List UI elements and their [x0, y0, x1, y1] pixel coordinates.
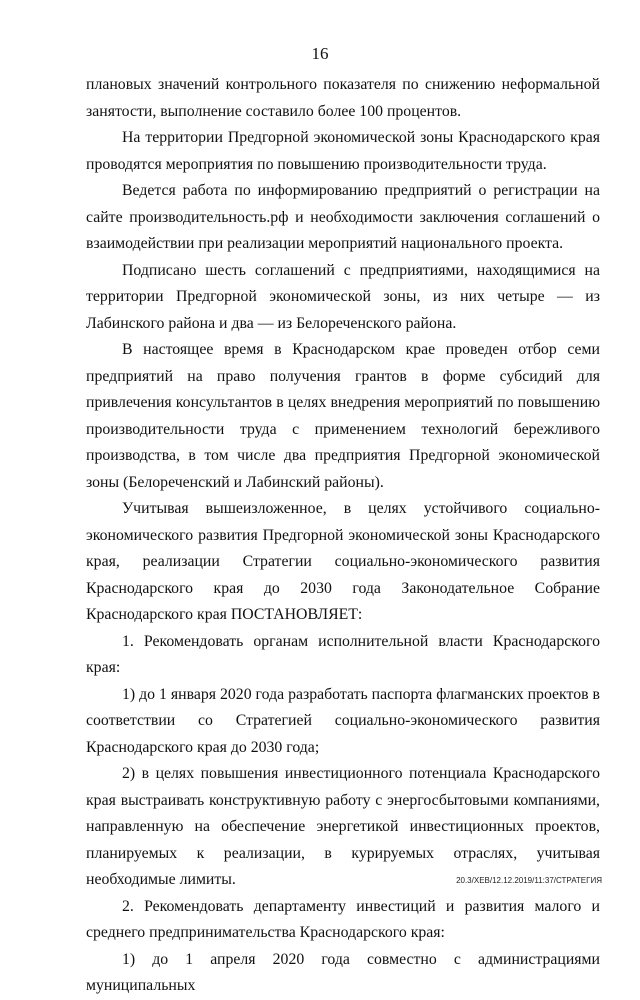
paragraph-10: 2. Рекомендовать департаменту инвестиций и развития малого и среднего предпринимательства Краснодарского края:	[86, 897, 600, 941]
paragraph-7: 1. Рекомендовать органам исполнительной власти Краснодарского края:	[86, 632, 600, 676]
paragraph-6: Учитывая вышеизложенное, в целях устойчивого социально-экономического развития Предгорной экономической зоны Краснодарского края, реализации Стратегии социально-экономического развития Краснодарского края до 2030 года Законодательное Собрание Краснодарского края ПОСТАНОВЛЯЕТ:	[86, 500, 600, 623]
paragraph-8: 1) до 1 января 2020 года разработать паспорта флагманских проектов в соответствии со Стратегией социально-экономического развития Краснодарского края до 2030 года;	[86, 685, 600, 756]
document-footer-code: 20.3/ХЕВ/12.12.2019/11:37/СТРАТЕГИЯ	[456, 876, 602, 885]
paragraph-4: Подписано шесть соглашений с предприятиями, находящимися на территории Предгорной экономической зоны, из них четыре — из Лабинского района и два — из Белореченского района.	[86, 261, 600, 332]
paragraph-3: Ведется работа по информированию предприятий о регистрации на сайте производительность.рф и необходимости заключения соглашений о взаимодействии при реализации мероприятий национального проекта.	[86, 182, 600, 252]
paragraph-11: 1) до 1 апреля 2020 года совместно с администрациями муниципальных	[86, 950, 600, 994]
paragraph-2: На территории Предгорной экономической зоны Краснодарского края проводятся мероприятия по повышению производительности труда.	[86, 129, 600, 173]
page-number: 16	[311, 44, 329, 63]
paragraph-9: 2) в целях повышения инвестиционного потенциала Краснодарского края выстраивать конструктивную работу с энергосбытовыми компаниями, направленную на обеспечение энергетикой инвестиционных проектов, планируемых к реализации, в курируемых отраслях, учитывая необходимые лимиты.	[86, 765, 600, 888]
paragraph-5: В настоящее время в Краснодарском крае проведен отбор семи предприятий на право получения грантов в форме субсидий для привлечения консультантов в целях внедрения мероприятий по повышению производительности труда с применением технологий бережливого производства, в том числе два предприятия Предгорной экономической зоны (Белореченский и Лабинский районы).	[86, 341, 600, 491]
paragraph-1: плановых значений контрольного показателя по снижению неформальной занятости, выполнение составило более 100 процентов.	[86, 76, 600, 120]
document-body	[86, 72, 600, 1000]
